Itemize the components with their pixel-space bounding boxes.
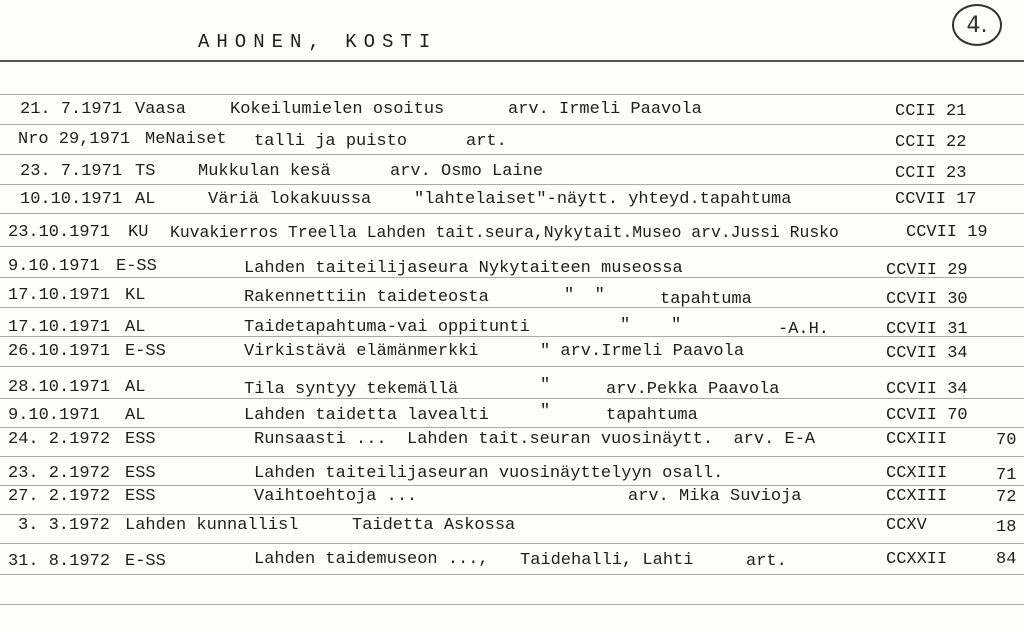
entry-title: Kokeilumielen osoitus (230, 100, 445, 119)
card-title: AHONEN, KOSTI (198, 31, 438, 53)
entry-note: art. (466, 132, 507, 151)
entry-code: CCVII 30 (886, 290, 968, 309)
entry-number: 71 (996, 466, 1017, 485)
entry-source: Vaasa (135, 100, 187, 119)
ruled-line (0, 213, 1024, 214)
entry-source: ESS (125, 430, 156, 449)
entry-date: 27. 2.1972 (8, 487, 111, 506)
entry-note-2: tapahtuma (606, 406, 698, 425)
entry-date: 17.10.1971 (8, 318, 111, 337)
entry-source: ESS (125, 464, 156, 483)
entry-code: CCVII 19 (906, 223, 988, 242)
ruled-line (0, 604, 1024, 605)
entry-title: talli ja puisto (254, 132, 408, 151)
entry-date: 31. 8.1972 (8, 552, 111, 571)
entry-number: 84 (996, 550, 1017, 569)
entry-date: 26.10.1971 (8, 342, 111, 361)
entry-date: 17.10.1971 (8, 286, 111, 305)
entry-number: 72 (996, 488, 1017, 507)
entry-title: Lahden taidemuseon ..., (254, 550, 489, 569)
entry-date: 24. 2.1972 (8, 430, 111, 449)
entry-source: MeNaiset (145, 130, 227, 149)
ruled-line (0, 307, 1024, 308)
entry-code: CCII 21 (895, 102, 967, 121)
entry-code: CCXIII (886, 430, 948, 449)
entry-title: Taidetapahtuma-vai oppitunti (244, 318, 530, 337)
entry-note: " " (620, 316, 682, 335)
entry-date: 28.10.1971 (8, 378, 111, 397)
entry-code: CCVII 34 (886, 380, 968, 399)
entry-title: Lahden taiteilijaseuran vuosinäyttelyyn osall. (254, 464, 724, 483)
ruled-line (0, 427, 1024, 428)
entry-note: " (540, 376, 551, 395)
entry-note: " " (564, 286, 605, 305)
entry-note: Taidehalli, Lahti (520, 551, 694, 570)
entry-number: 18 (996, 518, 1017, 537)
ruled-line (0, 154, 1024, 155)
ruled-line (0, 366, 1024, 367)
ruled-line (0, 485, 1024, 486)
entry-source: KL (125, 286, 146, 305)
entry-code: CCVII 17 (895, 190, 977, 209)
entry-note-2: arv.Pekka Paavola (606, 380, 780, 399)
entry-source: ESS (125, 487, 156, 506)
entry-title: Väriä lokakuussa (208, 190, 372, 209)
entry-date: 23.10.1971 (8, 223, 111, 242)
entry-title: Tila syntyy tekemällä (244, 380, 459, 399)
entry-note: arv. Irmeli Paavola (508, 100, 702, 119)
entry-title: Lahden taidetta lavealti (244, 406, 489, 425)
entry-date: 23. 7.1971 (20, 162, 123, 181)
entry-date: Nro 29,1971 (18, 130, 131, 149)
entry-title: Runsaasti ... Lahden tait.seuran vuosinäytt. arv. E-A (254, 430, 816, 449)
ruled-line (0, 456, 1024, 457)
header-rule (0, 60, 1024, 62)
ruled-line (0, 574, 1024, 575)
entry-source: TS (135, 162, 156, 181)
page-number-circle: 4. (952, 4, 1002, 46)
ruled-line (0, 398, 1024, 399)
entry-note-2: art. (746, 552, 787, 571)
entry-code: CCVII 31 (886, 320, 968, 339)
ruled-line (0, 94, 1024, 95)
entry-date: 3. 3.1972 (18, 516, 110, 535)
entry-source: KU (128, 223, 149, 242)
entry-code: CCXXII (886, 550, 948, 569)
ruled-line (0, 184, 1024, 185)
entry-source: AL (135, 190, 156, 209)
entry-title: Mukkulan kesä (198, 162, 331, 181)
entry-date: 9.10.1971 (8, 257, 100, 276)
entry-date: 21. 7.1971 (20, 100, 123, 119)
entry-note-2: tapahtuma (660, 290, 752, 309)
entry-code: CCVII 70 (886, 406, 968, 425)
ruled-line (0, 246, 1024, 247)
entry-title: Vaihtoehtoja ... (254, 487, 418, 506)
entry-source: AL (125, 406, 146, 425)
entry-code: CCII 22 (895, 133, 967, 152)
entry-note: "lahtelaiset"-näytt. yhteyd.tapahtuma (414, 190, 792, 209)
entry-title: Kuvakierros Treella Lahden tait.seura,Nykytait.Museo arv.Jussi Rusko (170, 223, 839, 242)
entry-title: Rakennettiin taideteosta (244, 288, 489, 307)
ruled-line (0, 543, 1024, 544)
entry-note: " arv.Irmeli Paavola (540, 342, 745, 361)
entry-source: E-SS (125, 552, 166, 571)
entry-code: CCXIII (886, 487, 948, 506)
entry-source: E-SS (125, 342, 166, 361)
entry-date: 23. 2.1972 (8, 464, 111, 483)
entry-code: CCXIII (886, 464, 948, 483)
ruled-line (0, 514, 1024, 515)
entry-title: Taidetta Askossa (352, 516, 516, 535)
entry-source: AL (125, 378, 146, 397)
entry-code: CCXV (886, 516, 927, 535)
entry-code: CCVII 29 (886, 261, 968, 280)
entry-source: AL (125, 318, 146, 337)
entry-date: 10.10.1971 (20, 190, 123, 209)
entry-title: Lahden taiteilijaseura Nykytaiteen museossa (244, 259, 683, 278)
entry-title: Virkistävä elämänmerkki (244, 342, 479, 361)
entry-note: arv. Osmo Laine (390, 162, 544, 181)
entry-number: 70 (996, 431, 1017, 450)
entry-source: E-SS (116, 257, 157, 276)
entry-note: " (540, 402, 551, 421)
entry-date: 9.10.1971 (8, 406, 100, 425)
entry-note-2: -A.H. (778, 320, 830, 339)
entry-code: CCII 23 (895, 164, 967, 183)
entry-code: CCVII 34 (886, 344, 968, 363)
entry-note: arv. Mika Suvioja (628, 487, 802, 506)
entry-source: Lahden kunnallisl (125, 516, 299, 535)
ruled-line (0, 124, 1024, 125)
